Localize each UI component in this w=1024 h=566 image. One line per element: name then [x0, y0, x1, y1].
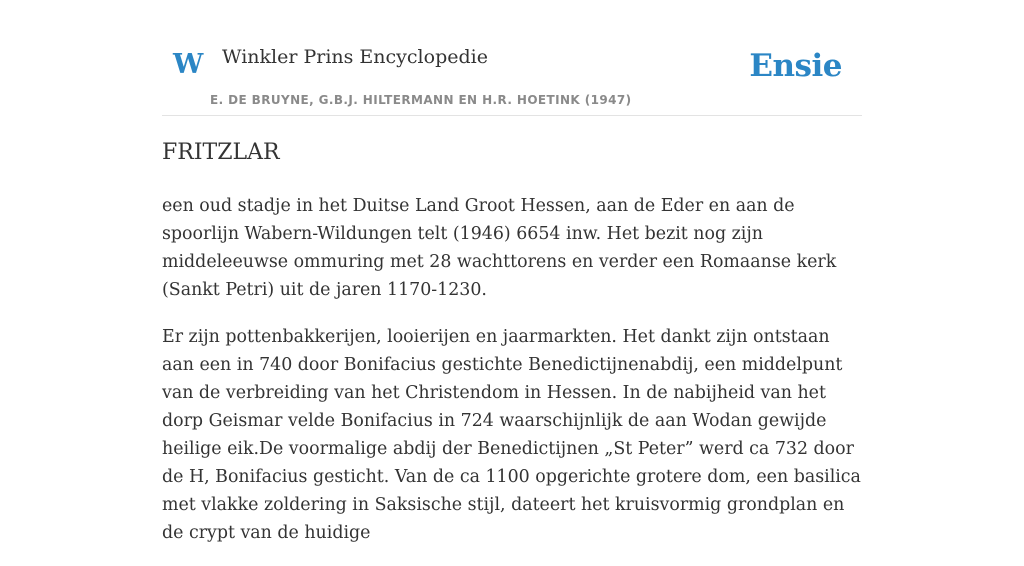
book-authors: E. DE BRUYNE, G.B.J. HILTERMANN EN H.R. HOETINK (1947)	[210, 93, 632, 107]
entry-title: FRITZLAR	[162, 140, 280, 165]
page	[162, 0, 862, 543]
source-logo[interactable]: W	[173, 49, 204, 80]
header	[162, 0, 862, 116]
entry-paragraph: Er zijn pottenbakkerijen, looierijen en jaarmarkten. Het dankt zijn ontstaan aan een in 740 door Bonifacius gestichte Benedictijnenabdij, een middelpunt van de verbreiding van het Christendom in Hessen. In de nabijheid van het dorp Geismar velde Bonifacius in 724 waarschijnlijk de aan Wodan gewijde heilige eik.De voormalige abdij der Benedictijnen „St Peter” werd ca 732 door de H, Bonifacius gesticht. Van de ca 1100 opgerichte grotere dom, een basilica met vlakke zoldering in Saksische stijl, dateert het kruisvormig grondplan en de crypt van de huidige	[162, 327, 861, 543]
entry-paragraph: een oud stadje in het Duitse Land Groot Hessen, aan de Eder en aan de spoorlijn Wabern-Wildungen telt (1946) 6654 inw. Het bezit nog zijn middeleeuwse ommuring met 28 wachttorens en verder een Romaanse kerk (Sankt Petri) uit de jaren 1170-1230.	[162, 196, 837, 300]
ensie-logo[interactable]: Ensie	[749, 48, 842, 84]
entry-body	[162, 192, 862, 566]
book-title[interactable]: Winkler Prins Encyclopedie	[222, 46, 488, 68]
